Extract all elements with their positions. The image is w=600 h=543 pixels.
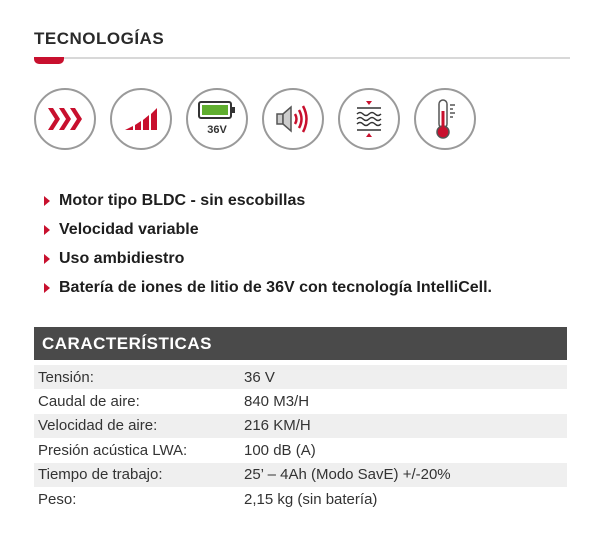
specs-header bbox=[34, 327, 567, 360]
feature-item bbox=[44, 244, 492, 273]
feature-text: Batería de iones de litio de 36V con tecnología IntelliCell. bbox=[59, 279, 492, 296]
spec-label: Peso: bbox=[38, 490, 77, 508]
section-title: TECNOLOGÍAS bbox=[34, 29, 165, 48]
spec-value: 36 V bbox=[244, 365, 567, 389]
specs-table bbox=[34, 365, 567, 511]
feature-item bbox=[44, 273, 492, 302]
feature-list bbox=[44, 186, 492, 302]
speed-arrows-icon bbox=[34, 88, 96, 150]
spec-label: Tiempo de trabajo: bbox=[34, 463, 244, 487]
technology-icons bbox=[34, 88, 476, 150]
table-row bbox=[34, 463, 567, 487]
bullet-icon bbox=[44, 225, 50, 235]
specs-title: CARACTERÍSTICAS bbox=[42, 333, 212, 353]
feature-text: Motor tipo BLDC - sin escobillas bbox=[59, 192, 306, 209]
thermometer-icon bbox=[414, 88, 476, 150]
airflow-icon bbox=[338, 88, 400, 150]
feature-text: Velocidad variable bbox=[59, 221, 199, 238]
bullet-icon bbox=[44, 283, 50, 293]
table-row bbox=[34, 414, 567, 438]
battery-voltage-label: 36V bbox=[207, 124, 227, 136]
bullet-icon bbox=[44, 254, 50, 264]
feature-item bbox=[44, 186, 492, 215]
table-row bbox=[34, 438, 567, 462]
battery-36v-icon bbox=[186, 88, 248, 150]
spec-value: 216 KM/H bbox=[244, 414, 567, 438]
table-row bbox=[34, 365, 567, 389]
spec-label: Presión acústica LWA: bbox=[38, 441, 188, 459]
table-row bbox=[34, 389, 567, 413]
spec-value: 2,15 kg (sin batería) bbox=[244, 490, 378, 508]
variable-speed-icon bbox=[110, 88, 172, 150]
title-rule bbox=[34, 57, 570, 59]
table-row bbox=[34, 487, 567, 511]
spec-label: Velocidad de aire: bbox=[34, 414, 244, 438]
spec-label: Caudal de aire: bbox=[38, 393, 140, 411]
feature-item bbox=[44, 215, 492, 244]
spec-value: 100 dB (A) bbox=[244, 441, 316, 459]
spec-value: 840 M3/H bbox=[244, 393, 310, 411]
title-accent bbox=[34, 57, 64, 64]
sound-icon bbox=[262, 88, 324, 150]
bullet-icon bbox=[44, 196, 50, 206]
spec-label: Tensión: bbox=[34, 365, 244, 389]
spec-value: 25’ – 4Ah (Modo SavE) +/-20% bbox=[244, 463, 567, 487]
feature-text: Uso ambidiestro bbox=[59, 250, 185, 267]
